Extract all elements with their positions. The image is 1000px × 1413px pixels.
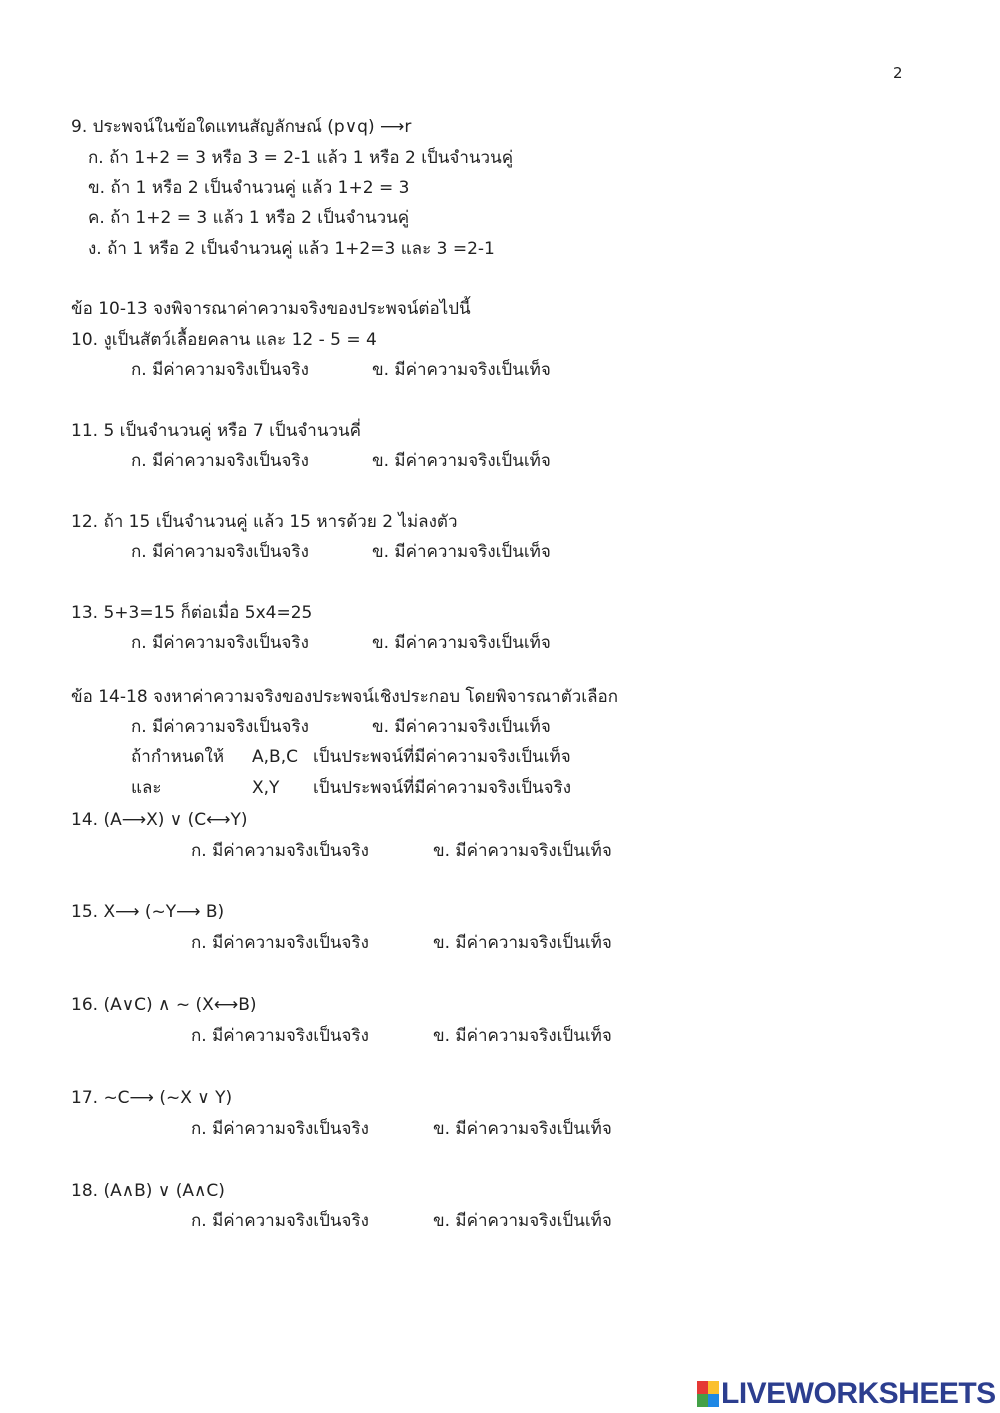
q11-option-true[interactable]: ก. มีค่าความจริงเป็นจริง bbox=[131, 451, 309, 471]
q10-option-true[interactable]: ก. มีค่าความจริงเป็นจริง bbox=[131, 360, 309, 380]
given1-vars: A,B,C bbox=[252, 747, 298, 767]
q9-choice-c[interactable]: ค. ถ้า 1+2 = 3 แล้ว 1 หรือ 2 เป็นจำนวนคู่ bbox=[88, 208, 410, 228]
section2-option-true: ก. มีค่าความจริงเป็นจริง bbox=[131, 717, 309, 737]
q9-choice-a[interactable]: ก. ถ้า 1+2 = 3 หรือ 3 = 2-1 แล้ว 1 หรือ 2 เป็นจำนวนคู่ bbox=[88, 148, 514, 168]
q14-option-false[interactable]: ข. มีค่าความจริงเป็นเท็จ bbox=[433, 841, 612, 861]
section1-instruction: ข้อ 10-13 จงพิจารณาค่าความจริงของประพจน์ต่อไปนี้ bbox=[71, 299, 471, 319]
q15-option-false[interactable]: ข. มีค่าความจริงเป็นเท็จ bbox=[433, 933, 612, 953]
logo-tile-blue bbox=[708, 1394, 719, 1407]
q14-question: 14. (A⟶X) ∨ (C⟷Y) bbox=[71, 810, 248, 830]
q15-question: 15. X⟶ (~Y⟶ B) bbox=[71, 902, 225, 922]
given1-desc: เป็นประพจน์ที่มีค่าความจริงเป็นเท็จ bbox=[313, 747, 571, 767]
q9-question: 9. ประพจน์ในข้อใดแทนสัญลักษณ์ (p∨q) ⟶r bbox=[71, 117, 412, 137]
q16-question: 16. (A∨C) ∧ ~ (X⟷B) bbox=[71, 995, 257, 1015]
section2-option-false: ข. มีค่าความจริงเป็นเท็จ bbox=[372, 717, 551, 737]
q10-question: 10. งูเป็นสัตว์เลื้อยคลาน และ 12 - 5 = 4 bbox=[71, 330, 377, 350]
logo-tile-red bbox=[697, 1381, 708, 1394]
logo-tile-yellow bbox=[708, 1381, 719, 1394]
q16-option-false[interactable]: ข. มีค่าความจริงเป็นเท็จ bbox=[433, 1026, 612, 1046]
q17-option-true[interactable]: ก. มีค่าความจริงเป็นจริง bbox=[191, 1119, 369, 1139]
logo-tile-green bbox=[697, 1394, 708, 1407]
q9-choice-d[interactable]: ง. ถ้า 1 หรือ 2 เป็นจำนวนคู่ แล้ว 1+2=3 และ 3 =2-1 bbox=[88, 239, 495, 259]
q18-option-false[interactable]: ข. มีค่าความจริงเป็นเท็จ bbox=[433, 1211, 612, 1231]
q16-option-true[interactable]: ก. มีค่าความจริงเป็นจริง bbox=[191, 1026, 369, 1046]
liveworksheets-wordmark: LIVEWORKSHEETS bbox=[721, 1377, 996, 1410]
q11-question: 11. 5 เป็นจำนวนคู่ หรือ 7 เป็นจำนวนคี่ bbox=[71, 421, 362, 441]
q12-question: 12. ถ้า 15 เป็นจำนวนคู่ แล้ว 15 หารด้วย 2 ไม่ลงตัว bbox=[71, 512, 458, 532]
given2-vars: X,Y bbox=[252, 778, 280, 798]
q11-option-false[interactable]: ข. มีค่าความจริงเป็นเท็จ bbox=[372, 451, 551, 471]
section2-instruction: ข้อ 14-18 จงหาค่าความจริงของประพจน์เชิงประกอบ โดยพิจารณาตัวเลือก bbox=[71, 687, 619, 707]
q17-question: 17. ~C⟶ (~X ∨ Y) bbox=[71, 1088, 233, 1108]
given1-label: ถ้ากำหนดให้ bbox=[131, 747, 225, 767]
q12-option-true[interactable]: ก. มีค่าความจริงเป็นจริง bbox=[131, 542, 309, 562]
q13-question: 13. 5+3=15 ก็ต่อเมื่อ 5x4=25 bbox=[71, 603, 313, 623]
q13-option-false[interactable]: ข. มีค่าความจริงเป็นเท็จ bbox=[372, 633, 551, 653]
given2-label: และ bbox=[131, 778, 162, 798]
page-number: 2 bbox=[893, 64, 903, 82]
given2-desc: เป็นประพจน์ที่มีค่าความจริงเป็นจริง bbox=[313, 778, 572, 798]
q17-option-false[interactable]: ข. มีค่าความจริงเป็นเท็จ bbox=[433, 1119, 612, 1139]
q12-option-false[interactable]: ข. มีค่าความจริงเป็นเท็จ bbox=[372, 542, 551, 562]
q10-option-false[interactable]: ข. มีค่าความจริงเป็นเท็จ bbox=[372, 360, 551, 380]
q13-option-true[interactable]: ก. มีค่าความจริงเป็นจริง bbox=[131, 633, 309, 653]
q18-question: 18. (A∧B) ∨ (A∧C) bbox=[71, 1181, 225, 1201]
q18-option-true[interactable]: ก. มีค่าความจริงเป็นจริง bbox=[191, 1211, 369, 1231]
q9-choice-b[interactable]: ข. ถ้า 1 หรือ 2 เป็นจำนวนคู่ แล้ว 1+2 = 3 bbox=[88, 178, 410, 198]
liveworksheets-brand[interactable] bbox=[697, 1378, 996, 1410]
liveworksheets-logo-icon bbox=[697, 1381, 719, 1407]
q15-option-true[interactable]: ก. มีค่าความจริงเป็นจริง bbox=[191, 933, 369, 953]
q14-option-true[interactable]: ก. มีค่าความจริงเป็นจริง bbox=[191, 841, 369, 861]
